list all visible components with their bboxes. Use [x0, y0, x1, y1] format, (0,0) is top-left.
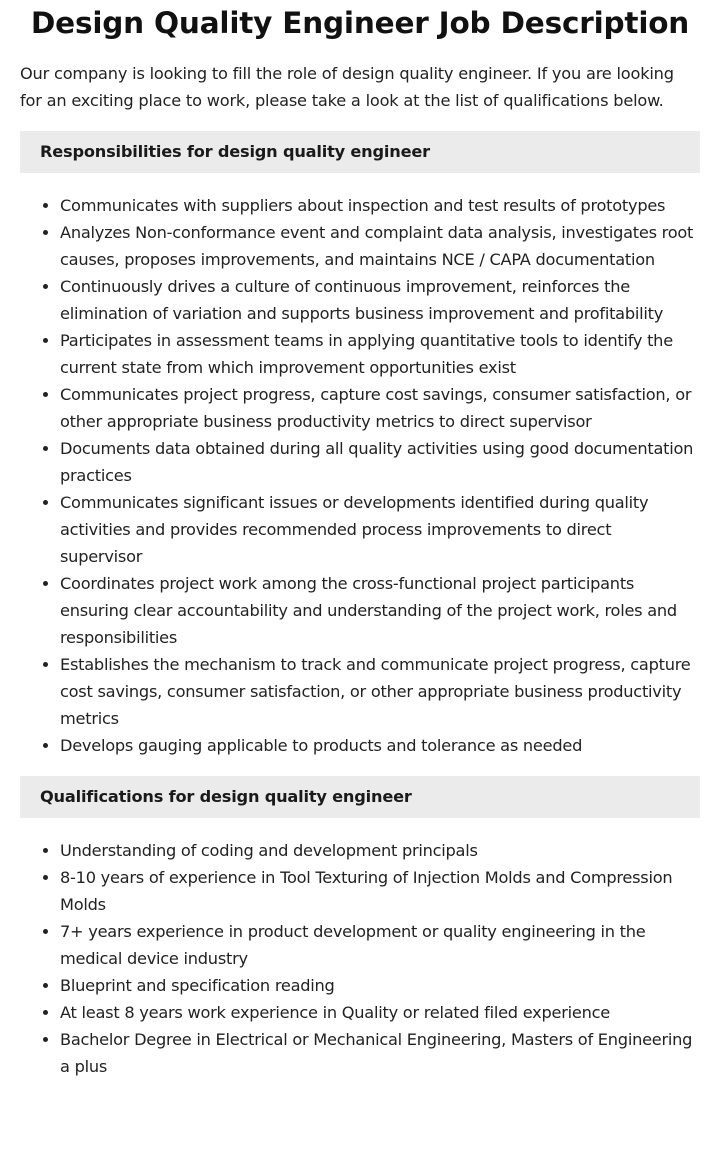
intro-paragraph: Our company is looking to fill the role of design quality engineer. If you are looking for an exciting place to work, please take a look at the list of qualifications below.	[20, 64, 674, 110]
list-item: 8-10 years of experience in Tool Texturing of Injection Molds and Compression Molds	[60, 864, 696, 918]
qualifications-list	[20, 837, 700, 1080]
list-item: Blueprint and specification reading	[60, 972, 696, 999]
qualifications-heading: Qualifications for design quality engineer	[20, 776, 700, 818]
page-title: Design Quality Engineer Job Description	[30, 6, 690, 40]
list-item: At least 8 years work experience in Quality or related filed experience	[60, 999, 696, 1026]
list-item: Coordinates project work among the cross-functional project participants ensuring clear accountability and understanding of the project work, roles and responsibilities	[60, 570, 696, 651]
list-item: Analyzes Non-conformance event and complaint data analysis, investigates root causes, proposes improvements, and maintains NCE / CAPA documentation	[60, 219, 696, 273]
list-item: Participates in assessment teams in applying quantitative tools to identify the current state from which improvement opportunities exist	[60, 327, 696, 381]
responsibilities-list	[20, 192, 700, 759]
list-item: Bachelor Degree in Electrical or Mechanical Engineering, Masters of Engineering a plus	[60, 1026, 696, 1080]
list-item: Communicates significant issues or developments identified during quality activities and provides recommended process improvements to direct supervisor	[60, 489, 696, 570]
list-item: Continuously drives a culture of continuous improvement, reinforces the elimination of variation and supports business improvement and profitability	[60, 273, 696, 327]
list-item: 7+ years experience in product development or quality engineering in the medical device industry	[60, 918, 696, 972]
list-item: Develops gauging applicable to products and tolerance as needed	[60, 732, 696, 759]
list-item: Documents data obtained during all quality activities using good documentation practices	[60, 435, 696, 489]
list-item: Establishes the mechanism to track and communicate project progress, capture cost savings, consumer satisfaction, or other appropriate business productivity metrics	[60, 651, 696, 732]
list-item: Understanding of coding and development principals	[60, 837, 696, 864]
responsibilities-heading: Responsibilities for design quality engineer	[20, 131, 700, 173]
list-item: Communicates with suppliers about inspection and test results of prototypes	[60, 192, 696, 219]
list-item: Communicates project progress, capture cost savings, consumer satisfaction, or other appropriate business productivity metrics to direct supervisor	[60, 381, 696, 435]
